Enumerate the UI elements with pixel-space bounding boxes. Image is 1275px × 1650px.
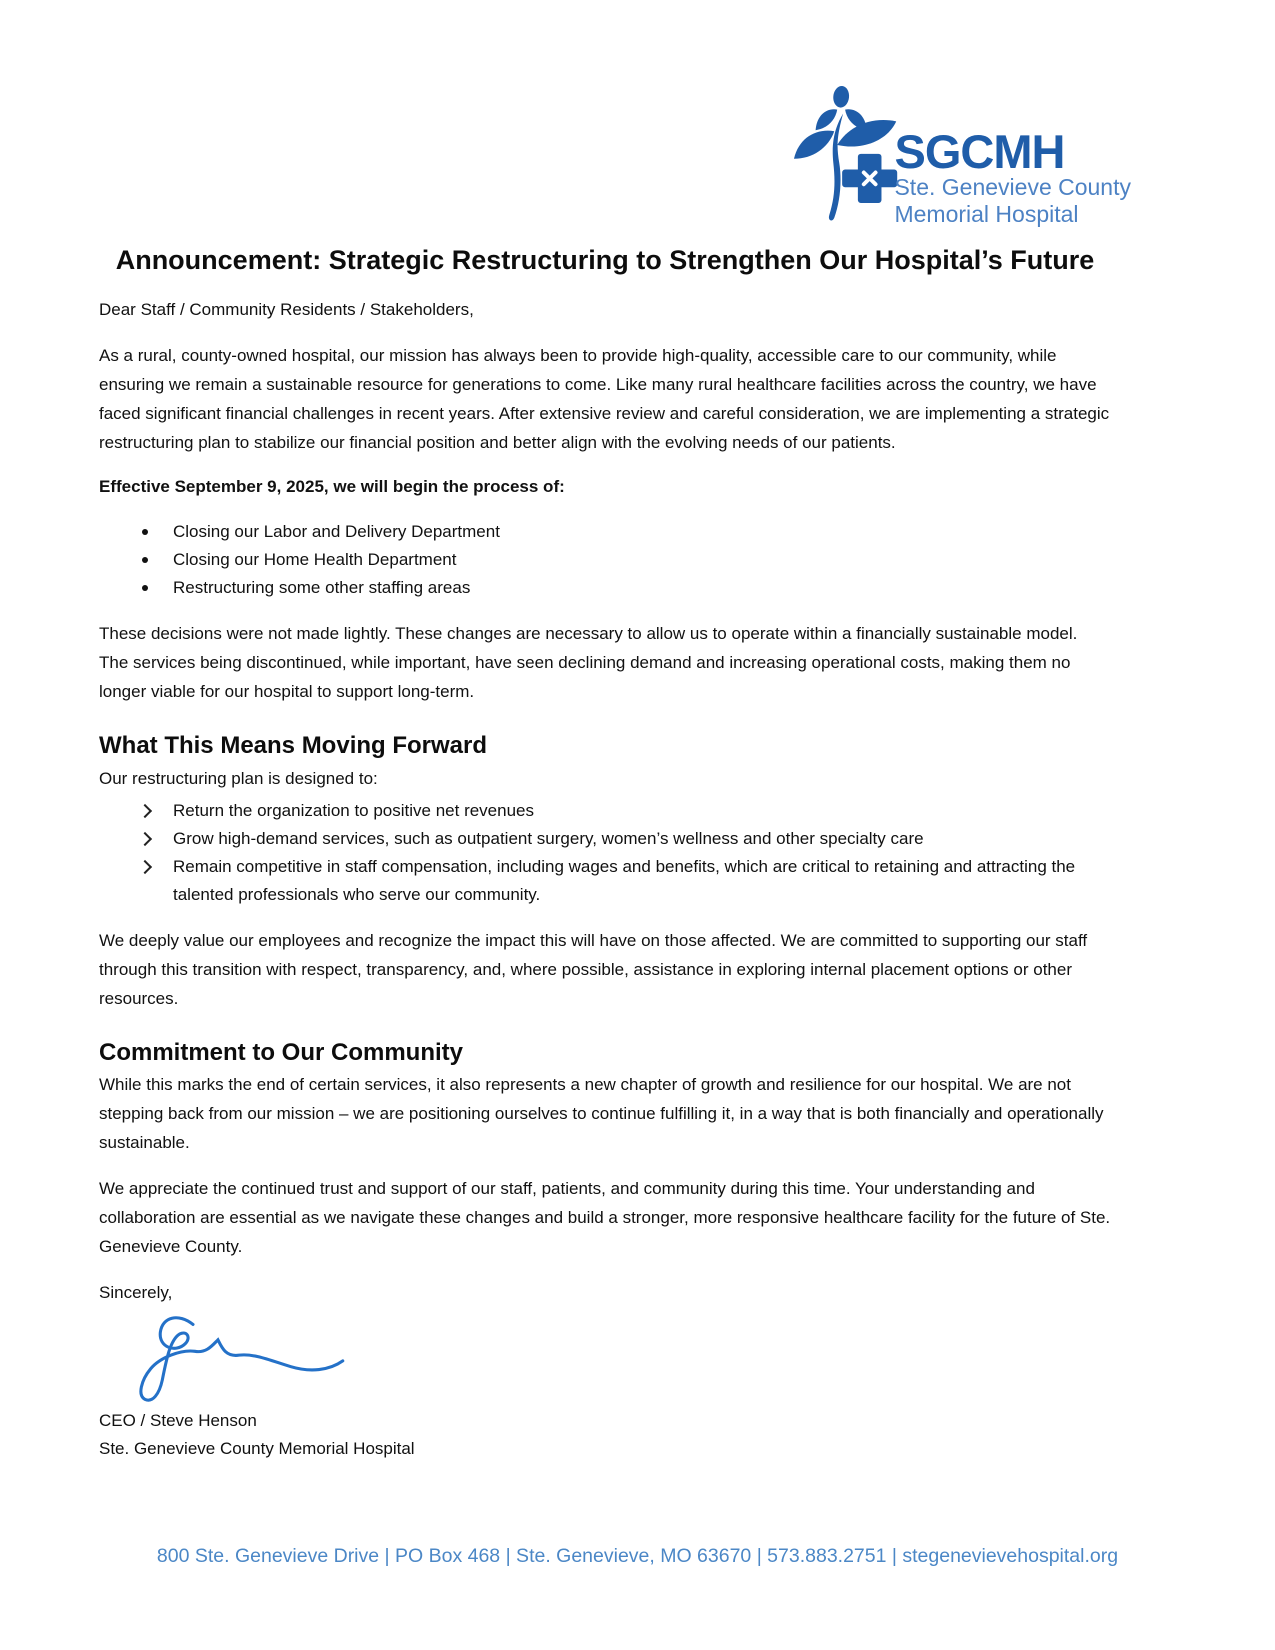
logo-name-line1: Ste. Genevieve County: [894, 174, 1131, 200]
list-item: Return the organization to positive net revenues: [140, 797, 1111, 825]
decisions-paragraph: These decisions were not made lightly. These changes are necessary to allow us to operate within a financially sustainable model. The services being discontinued, while important, have seen declining demand and increasing operational costs, making them no longer viable for our hospital to support long-term.: [99, 624, 1078, 702]
list-item: Restructuring some other staffing areas: [140, 574, 1111, 602]
hospital-logo-text: [894, 84, 1131, 228]
logo-name-line2: Memorial Hospital: [894, 201, 1079, 227]
list-item: Closing our Home Health Department: [140, 546, 1111, 574]
forward-bullet-list: [99, 797, 1111, 909]
effective-bullet-list: [99, 518, 1111, 602]
bullet-dot-icon: [140, 518, 173, 546]
letter-title: Announcement: Strategic Restructuring to Strengthen Our Hospital’s Future: [115, 245, 1095, 275]
salutation: Dear Staff / Community Residents / Stakeholders,: [99, 299, 474, 319]
list-item: Closing our Labor and Delivery Department: [140, 518, 1111, 546]
hospital-logo: [792, 84, 1131, 228]
effective-date-heading: Effective September 9, 2025, we will begin the process of:: [99, 477, 565, 497]
community-paragraph-2: We appreciate the continued trust and support of our staff, patients, and community during this time. Your understanding and collaboration are essential as we navigate these changes and build a stronger, more responsive healthcare facility for the future of Ste. Genevieve County.: [99, 1179, 1111, 1257]
signer-name: CEO / Steve Henson: [99, 1411, 257, 1431]
list-item: Remain competitive in staff compensation, including wages and benefits, which are critical to retaining and attracting the talented professionals who serve our community.: [140, 853, 1111, 909]
signer-organization: Ste. Genevieve County Memorial Hospital: [99, 1439, 415, 1459]
bullet-dot-icon: [140, 574, 173, 602]
section-heading-forward: What This Means Moving Forward: [99, 732, 488, 760]
section-heading-community: Commitment to Our Community: [99, 1038, 463, 1066]
letter-content: [99, 232, 1111, 1463]
bullet-dot-icon: [140, 546, 173, 574]
list-item: Grow high-demand services, such as outpatient surgery, women’s wellness and other specialty care: [140, 825, 1111, 853]
arrow-bullet-icon: [140, 853, 173, 909]
community-paragraph-1: While this marks the end of certain services, it also represents a new chapter of growth and resilience for our hospital. We are not stepping back from our mission – we are positioning ourselves to continue fulfilling it, in a way that is both financially and operationally sustainable.: [99, 1074, 1104, 1153]
arrow-bullet-icon: [140, 825, 173, 853]
closing-word: Sincerely,: [99, 1283, 173, 1303]
hospital-figure-cross-logo-icon: [792, 84, 910, 222]
forward-lead: Our restructuring plan is designed to:: [99, 768, 378, 788]
arrow-bullet-icon: [140, 797, 173, 825]
logo-acronym: SGCMH: [894, 125, 1065, 178]
handwritten-signature: [125, 1311, 1111, 1407]
footer-contact-line: 800 Ste. Genevieve Drive | PO Box 468 | Ste. Genevieve, MO 63670 | 573.883.2751 | stegenevievehospital.org: [156, 1545, 1119, 1567]
value-employees-paragraph: We deeply value our employees and recognize the impact this will have on those affected. We are committed to supporting our staff through this transition with respect, transparency, and, where possible, assistance in exploring internal placement options or other resources.: [99, 930, 1088, 1008]
intro-paragraph: As a rural, county-owned hospital, our mission has always been to provide high-quality, accessible care to our community, while ensuring we remain a sustainable resource for generations to come. Like many rural healthcare facilities across the country, we have faced significant financial challenges in recent years. After extensive review and careful consideration, we are implementing a strategic restructuring plan to stabilize our financial position and better align with the evolving needs of our patients.: [99, 345, 1110, 452]
